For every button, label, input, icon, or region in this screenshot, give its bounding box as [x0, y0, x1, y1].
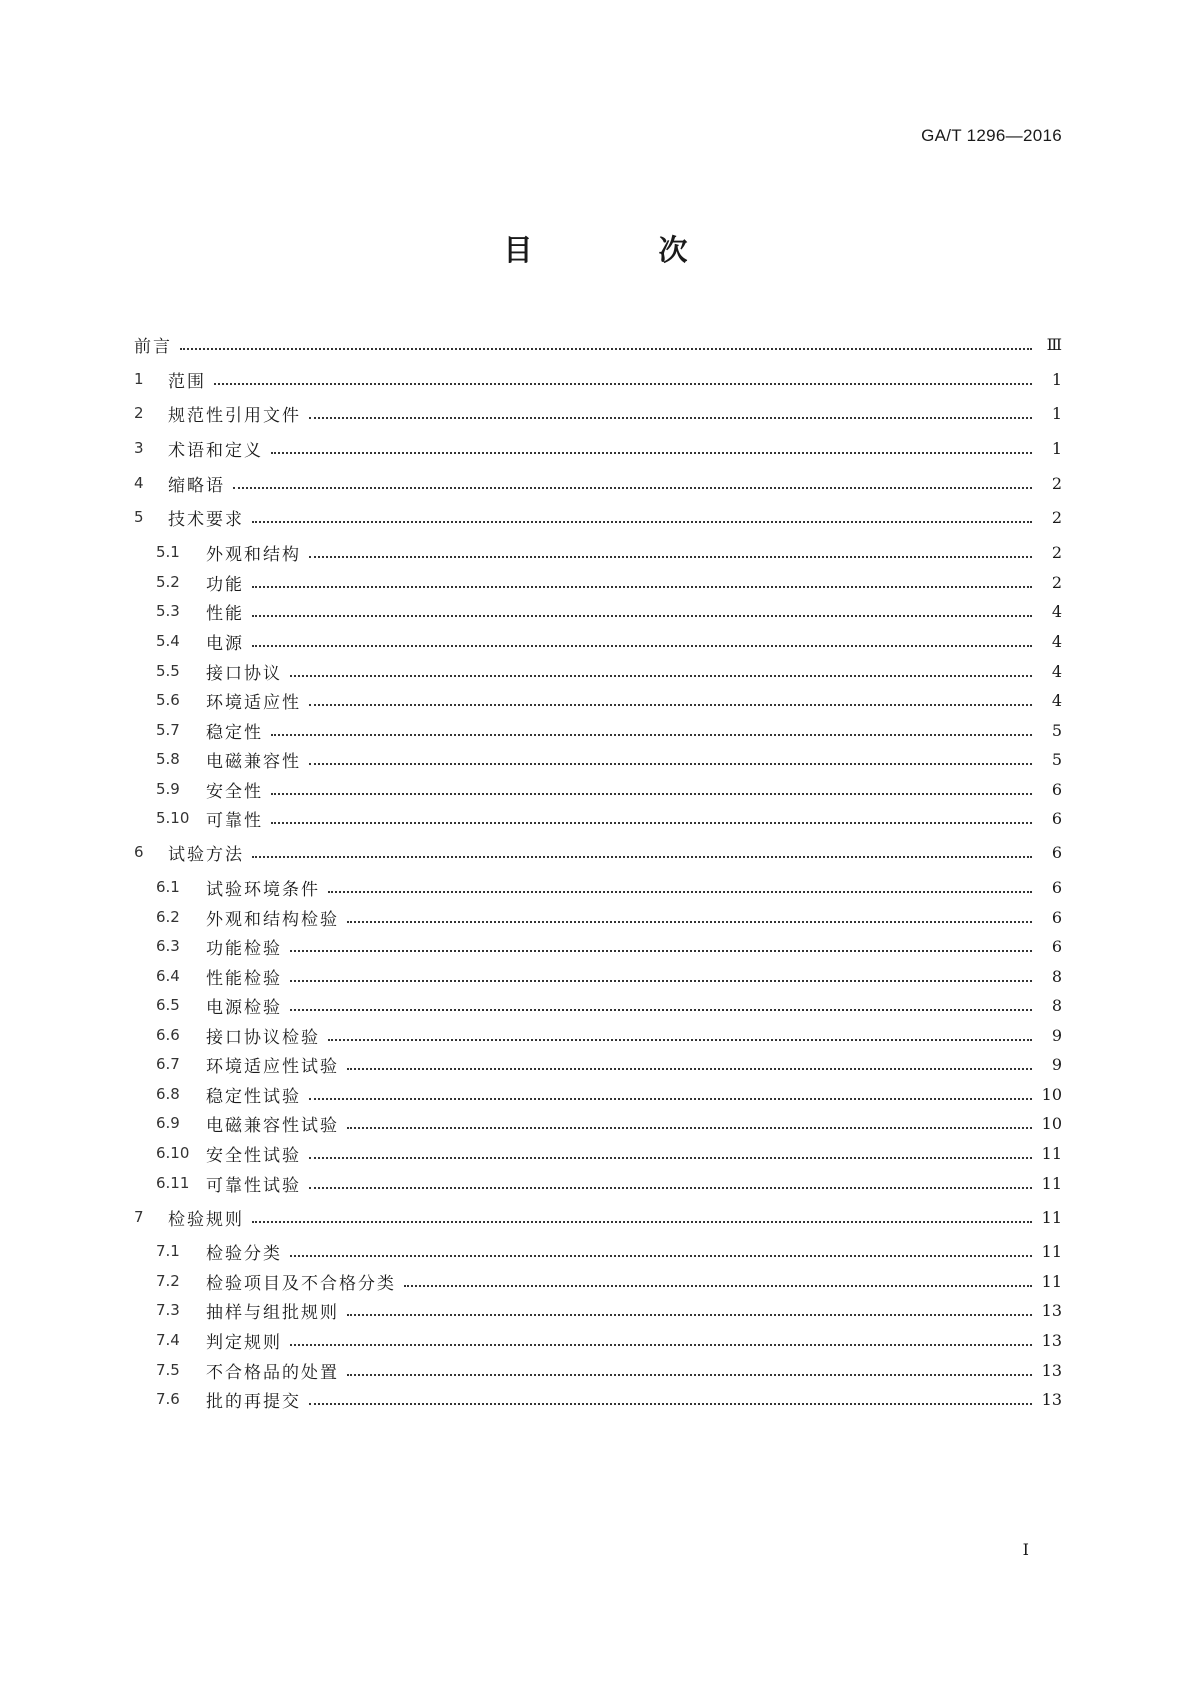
toc-leader-dots [271, 822, 1032, 824]
toc-entry-title: 外观和结构检验 [206, 909, 339, 930]
toc-entry[interactable] [134, 505, 1062, 529]
toc-entry-title: 接口协议 [206, 663, 282, 684]
toc-entry-number: 1 [134, 370, 144, 388]
toc-entry-title: 可靠性试验 [206, 1175, 301, 1196]
toc-entry-page: 6 [1051, 907, 1062, 927]
toc-leader-dots [290, 675, 1032, 677]
toc-leader-dots [214, 383, 1032, 385]
toc-entry[interactable] [156, 747, 1062, 771]
toc-entry-number: 5.5 [156, 662, 180, 680]
toc-entry-page: 1 [1051, 438, 1062, 458]
toc-entry[interactable] [156, 1298, 1062, 1322]
toc-entry-page: 11 [1041, 1207, 1062, 1227]
toc-leader-dots [271, 793, 1032, 795]
toc-entry-number: 6 [134, 843, 144, 861]
toc-entry-number: 6.5 [156, 996, 180, 1014]
toc-leader-dots [309, 556, 1032, 558]
toc-leader-dots [290, 980, 1032, 982]
toc-leader-dots [252, 1221, 1032, 1223]
page-number: I [1022, 1540, 1029, 1559]
toc-entry[interactable] [156, 688, 1062, 712]
toc-entry-page: 11 [1041, 1173, 1062, 1193]
toc-entry-title: 规范性引用文件 [168, 405, 301, 426]
page-title: 目 次 [503, 233, 746, 267]
toc-entry-title: 外观和结构 [206, 544, 301, 565]
toc-entry[interactable] [134, 401, 1062, 425]
toc-entry-number: 6.11 [156, 1174, 190, 1192]
toc-entry-page: 4 [1051, 690, 1062, 710]
toc-entry-title: 电磁兼容性 [206, 751, 301, 772]
toc-entry-page: 11 [1041, 1241, 1062, 1261]
toc-entry-number: 7.4 [156, 1331, 180, 1349]
toc-entry-page: 2 [1051, 572, 1062, 592]
toc-entry-title: 缩略语 [168, 475, 225, 496]
toc-entry[interactable] [156, 1082, 1062, 1106]
toc-leader-dots [309, 1157, 1032, 1159]
toc-entry[interactable] [134, 332, 1062, 356]
toc-entry-page: 2 [1051, 507, 1062, 527]
toc-entry[interactable] [156, 1328, 1062, 1352]
toc-leader-dots [347, 1314, 1032, 1316]
toc-entry-number: 5.10 [156, 809, 190, 827]
toc-entry[interactable] [134, 471, 1062, 495]
toc-entry-title: 判定规则 [206, 1332, 282, 1353]
toc-entry[interactable] [156, 1239, 1062, 1263]
toc-entry-page: 5 [1051, 749, 1062, 769]
toc-leader-dots [347, 1374, 1032, 1376]
toc-leader-dots [290, 1009, 1032, 1011]
toc-entry-number: 5.8 [156, 750, 180, 768]
toc-leader-dots [347, 1127, 1032, 1129]
toc-leader-dots [347, 921, 1032, 923]
toc-entry[interactable] [156, 993, 1062, 1017]
toc-entry[interactable] [156, 659, 1062, 683]
toc-entry-number: 5.9 [156, 780, 180, 798]
toc-leader-dots [328, 891, 1032, 893]
toc-entry-number: 6.8 [156, 1085, 180, 1103]
toc-entry[interactable] [156, 1052, 1062, 1076]
toc-entry-page: 6 [1051, 877, 1062, 897]
toc-entry-page: 9 [1051, 1054, 1062, 1074]
toc-entry[interactable] [134, 367, 1062, 391]
toc-entry-number: 2 [134, 404, 144, 422]
toc-entry[interactable] [156, 1111, 1062, 1135]
toc-entry[interactable] [156, 964, 1062, 988]
toc-entry-number: 7.3 [156, 1301, 180, 1319]
toc-entry[interactable] [156, 1023, 1062, 1047]
toc-leader-dots [309, 704, 1032, 706]
toc-entry[interactable] [134, 436, 1062, 460]
toc-entry-page: 6 [1051, 808, 1062, 828]
toc-leader-dots [404, 1285, 1032, 1287]
toc-entry-number: 5.6 [156, 691, 180, 709]
toc-entry-number: 6.6 [156, 1026, 180, 1044]
toc-entry-number: 6.10 [156, 1144, 190, 1162]
toc-entry[interactable] [156, 875, 1062, 899]
toc-entry[interactable] [156, 806, 1062, 830]
standard-code: GA/T 1296—2016 [921, 126, 1062, 145]
toc-entry-page: 10 [1041, 1113, 1062, 1133]
toc-leader-dots [252, 521, 1032, 523]
toc-entry-page: 4 [1051, 601, 1062, 621]
toc-entry-number: 7.5 [156, 1361, 180, 1379]
toc-entry[interactable] [156, 1358, 1062, 1382]
toc-entry[interactable] [156, 570, 1062, 594]
toc-entry-number: 6.1 [156, 878, 180, 896]
toc-leader-dots [309, 1098, 1032, 1100]
toc-leader-dots [309, 1403, 1032, 1405]
toc-leader-dots [290, 950, 1032, 952]
toc-entry-title: 安全性试验 [206, 1145, 301, 1166]
toc-entry-title: 性能 [206, 603, 244, 624]
toc-entry-number: 6.2 [156, 908, 180, 926]
toc-leader-dots [290, 1255, 1032, 1257]
toc-entry-page: 6 [1051, 779, 1062, 799]
toc-entry-page: 6 [1051, 936, 1062, 956]
toc-entry-page: 1 [1051, 369, 1062, 389]
toc-entry-number: 5.7 [156, 721, 180, 739]
toc-entry-number: 5.3 [156, 602, 180, 620]
toc-leader-dots [290, 1344, 1032, 1346]
toc-entry[interactable] [156, 718, 1062, 742]
toc-entry-title: 性能检验 [206, 968, 282, 989]
toc-entry-page: 4 [1051, 631, 1062, 651]
toc-entry-page: 10 [1041, 1084, 1062, 1104]
toc-leader-dots [252, 856, 1032, 858]
toc-entry-page: 6 [1051, 842, 1062, 862]
toc-entry-title: 前言 [134, 336, 172, 357]
toc-entry[interactable] [156, 1141, 1062, 1165]
toc-entry-title: 稳定性 [206, 722, 263, 743]
toc-entry-title: 功能检验 [206, 938, 282, 959]
toc-entry-page: 13 [1041, 1360, 1062, 1380]
toc-entry-page: 13 [1041, 1389, 1062, 1409]
toc-entry-title: 稳定性试验 [206, 1086, 301, 1107]
toc-entry-title: 检验分类 [206, 1243, 282, 1264]
toc-entry-title: 安全性 [206, 781, 263, 802]
toc-entry-title: 批的再提交 [206, 1391, 301, 1412]
toc-entry-title: 试验环境条件 [206, 879, 320, 900]
toc-entry[interactable] [156, 1171, 1062, 1195]
toc-entry-title: 技术要求 [168, 509, 244, 530]
toc-entry-title: 环境适应性 [206, 692, 301, 713]
toc-entry-number: 5.4 [156, 632, 180, 650]
toc-entry-number: 6.7 [156, 1055, 180, 1073]
toc-entry-title: 范围 [168, 371, 206, 392]
toc-entry-title: 功能 [206, 574, 244, 595]
toc-entry[interactable] [156, 540, 1062, 564]
toc-entry[interactable] [156, 1269, 1062, 1293]
toc-leader-dots [309, 1187, 1032, 1189]
toc-entry-title: 检验规则 [168, 1209, 244, 1230]
toc-leader-dots [180, 348, 1032, 350]
toc-entry[interactable] [156, 629, 1062, 653]
toc-leader-dots [328, 1039, 1032, 1041]
toc-entry-title: 检验项目及不合格分类 [206, 1273, 396, 1294]
toc-leader-dots [309, 417, 1032, 419]
toc-entry-number: 6.3 [156, 937, 180, 955]
toc-entry-page: 13 [1041, 1300, 1062, 1320]
toc-entry-title: 接口协议检验 [206, 1027, 320, 1048]
toc-leader-dots [271, 452, 1032, 454]
toc-entry[interactable] [156, 1387, 1062, 1411]
toc-entry[interactable] [134, 840, 1062, 864]
toc-leader-dots [309, 763, 1032, 765]
toc-entry[interactable] [156, 934, 1062, 958]
toc-entry[interactable] [134, 1205, 1062, 1229]
toc-entry-title: 电源 [206, 633, 244, 654]
toc-entry-number: 7 [134, 1208, 144, 1226]
toc-leader-dots [271, 734, 1032, 736]
toc-entry-number: 5.1 [156, 543, 180, 561]
toc-entry[interactable] [156, 777, 1062, 801]
toc-entry-number: 7.6 [156, 1390, 180, 1408]
toc-entry-title: 试验方法 [168, 844, 244, 865]
toc-leader-dots [252, 615, 1032, 617]
toc-entry-number: 6.4 [156, 967, 180, 985]
toc-entry-title: 术语和定义 [168, 440, 263, 461]
toc-entry-page: 8 [1051, 966, 1062, 986]
toc-entry-page: 9 [1051, 1025, 1062, 1045]
toc-entry-page: 11 [1041, 1271, 1062, 1291]
toc-leader-dots [347, 1068, 1032, 1070]
toc-entry-number: 7.1 [156, 1242, 180, 1260]
toc-leader-dots [233, 487, 1032, 489]
toc-entry-page: 2 [1051, 473, 1062, 493]
toc-entry-number: 5 [134, 508, 144, 526]
toc-entry-number: 7.2 [156, 1272, 180, 1290]
toc-entry-title: 电源检验 [206, 997, 282, 1018]
toc-entry-number: 5.2 [156, 573, 180, 591]
toc-entry-title: 电磁兼容性试验 [206, 1115, 339, 1136]
toc-entry-page: 11 [1041, 1143, 1062, 1163]
toc-entry-page: 13 [1041, 1330, 1062, 1350]
toc-entry-page: 4 [1051, 661, 1062, 681]
toc-entry-number: 6.9 [156, 1114, 180, 1132]
toc-entry-number: 4 [134, 474, 144, 492]
toc-entry-title: 环境适应性试验 [206, 1056, 339, 1077]
toc-entry[interactable] [156, 599, 1062, 623]
toc-entry-page: 5 [1051, 720, 1062, 740]
toc-entry-page: 8 [1051, 995, 1062, 1015]
toc-leader-dots [252, 645, 1032, 647]
toc-entry-number: 3 [134, 439, 144, 457]
toc-entry-title: 抽样与组批规则 [206, 1302, 339, 1323]
toc-entry-page: 1 [1051, 403, 1062, 423]
toc-entry-page: Ⅲ [1046, 334, 1062, 354]
toc-entry-page: 2 [1051, 542, 1062, 562]
toc-entry-title: 不合格品的处置 [206, 1362, 339, 1383]
toc-entry[interactable] [156, 905, 1062, 929]
toc-entry-title: 可靠性 [206, 810, 263, 831]
toc-leader-dots [252, 586, 1032, 588]
